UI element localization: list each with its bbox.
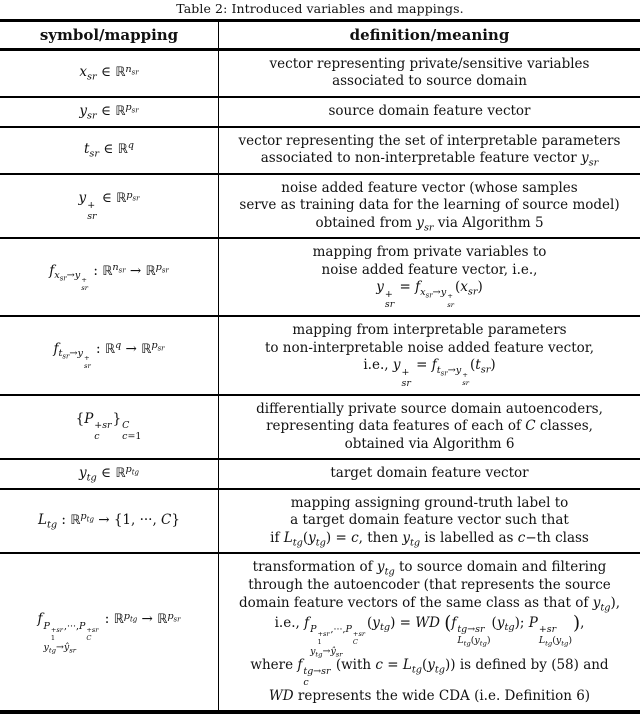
definition-cell: mapping assigning ground-truth label to a target domain feature vector such that if $L_{tg}(y_{tg}) = c$, then $y_{tg}$ is labelled as c−th class <box>219 489 640 554</box>
definition-cell: mapping from interpretable parameters to non-interpretable noise added feature vector, i.e., y + sr = $f_{t_{sr}\to y + sr}$ $(t_{sr})$ <box>219 316 640 394</box>
definition-cell: mapping from private variables to noise added feature vector, i.e., y + sr = $f_{x_{sr}\to y + sr}$ $(x_{sr})$ <box>219 238 640 316</box>
table-row <box>0 553 640 712</box>
table-row <box>0 174 640 239</box>
definition-cell: transformation of $y_{tg}$ to source domain and filtering through the autoencoder (that represents the source domain feature vectors of the same class as that of $y_{tg}$), i.e., f P +sr 1 ,···,P +sr C $y_{tg}\to ŷ_{sr}$ $(y_{tg})$ = WD (f tg→sr $L_{tg}(y_{tg})$ $(y_{tg})$; P +sr $L_{tg}(y_{tg})$ ), where f tg→sr c (with $c = L_{tg}(y_{tg})$) is defined by (58) and WD represents the wide CDA (i.e. Definition 6) <box>219 553 640 712</box>
table-row <box>0 238 640 316</box>
symbol-cell: y + sr ∈ ℝ$^{p_{sr}}$ <box>0 174 219 239</box>
column-header-symbol: symbol/mapping <box>0 20 219 49</box>
variables-table <box>0 19 640 714</box>
symbol-cell: $f_{x_{sr}\to y + sr}$ : ℝ$^{n_{sr}}$ → ℝ$^{p_{sr}}$ <box>0 238 219 316</box>
definition-cell: noise added feature vector (whose samples serve as training data for the learning of source model) obtained from $y_{sr}$ via Algorithm 5 <box>219 174 640 239</box>
symbol-cell: $L_{tg}$ : ℝ$^{p_{tg}}$ → {1, ···, C} <box>0 489 219 554</box>
definition-cell: vector representing the set of interpretable parameters associated to non-interpretable feature vector $y_{sr}$ <box>219 127 640 174</box>
symbol-cell: $y_{sr}$ ∈ ℝ$^{p_{sr}}$ <box>0 97 219 127</box>
definition-cell: source domain feature vector <box>219 97 640 127</box>
table-row <box>0 459 640 489</box>
symbol-cell: {P +sr c } C c=1 <box>0 395 219 460</box>
column-header-definition: definition/meaning <box>219 20 640 49</box>
table-row <box>0 49 640 97</box>
table-caption: Table 2: Introduced variables and mappings. <box>0 0 640 19</box>
table-row <box>0 97 640 127</box>
table-row <box>0 395 640 460</box>
symbol-cell: $f_{t_{sr}\to y + sr}$ : ℝ$^q$ → ℝ$^{p_{sr}}$ <box>0 316 219 394</box>
definition-cell: vector representing private/sensitive variables associated to source domain <box>219 49 640 97</box>
table-row <box>0 127 640 174</box>
definition-cell: target domain feature vector <box>219 459 640 489</box>
symbol-cell: f P +sr 1 ,···,P +sr C $y_{tg}\to ŷ_{sr}$ : ℝ$^{p_{tg}}$ → ℝ$^{p_{sr}}$ <box>0 553 219 712</box>
symbol-cell: $x_{sr}$ ∈ ℝ$^{n_{sr}}$ <box>0 49 219 97</box>
symbol-cell: $y_{tg}$ ∈ ℝ$^{p_{tg}}$ <box>0 459 219 489</box>
definition-cell: differentially private source domain autoencoders, representing data features of each of C classes, obtained via Algorithm 6 <box>219 395 640 460</box>
table-row <box>0 316 640 394</box>
symbol-cell: $t_{sr}$ ∈ ℝ$^q$ <box>0 127 219 174</box>
table-row <box>0 489 640 554</box>
header-row <box>0 20 640 49</box>
